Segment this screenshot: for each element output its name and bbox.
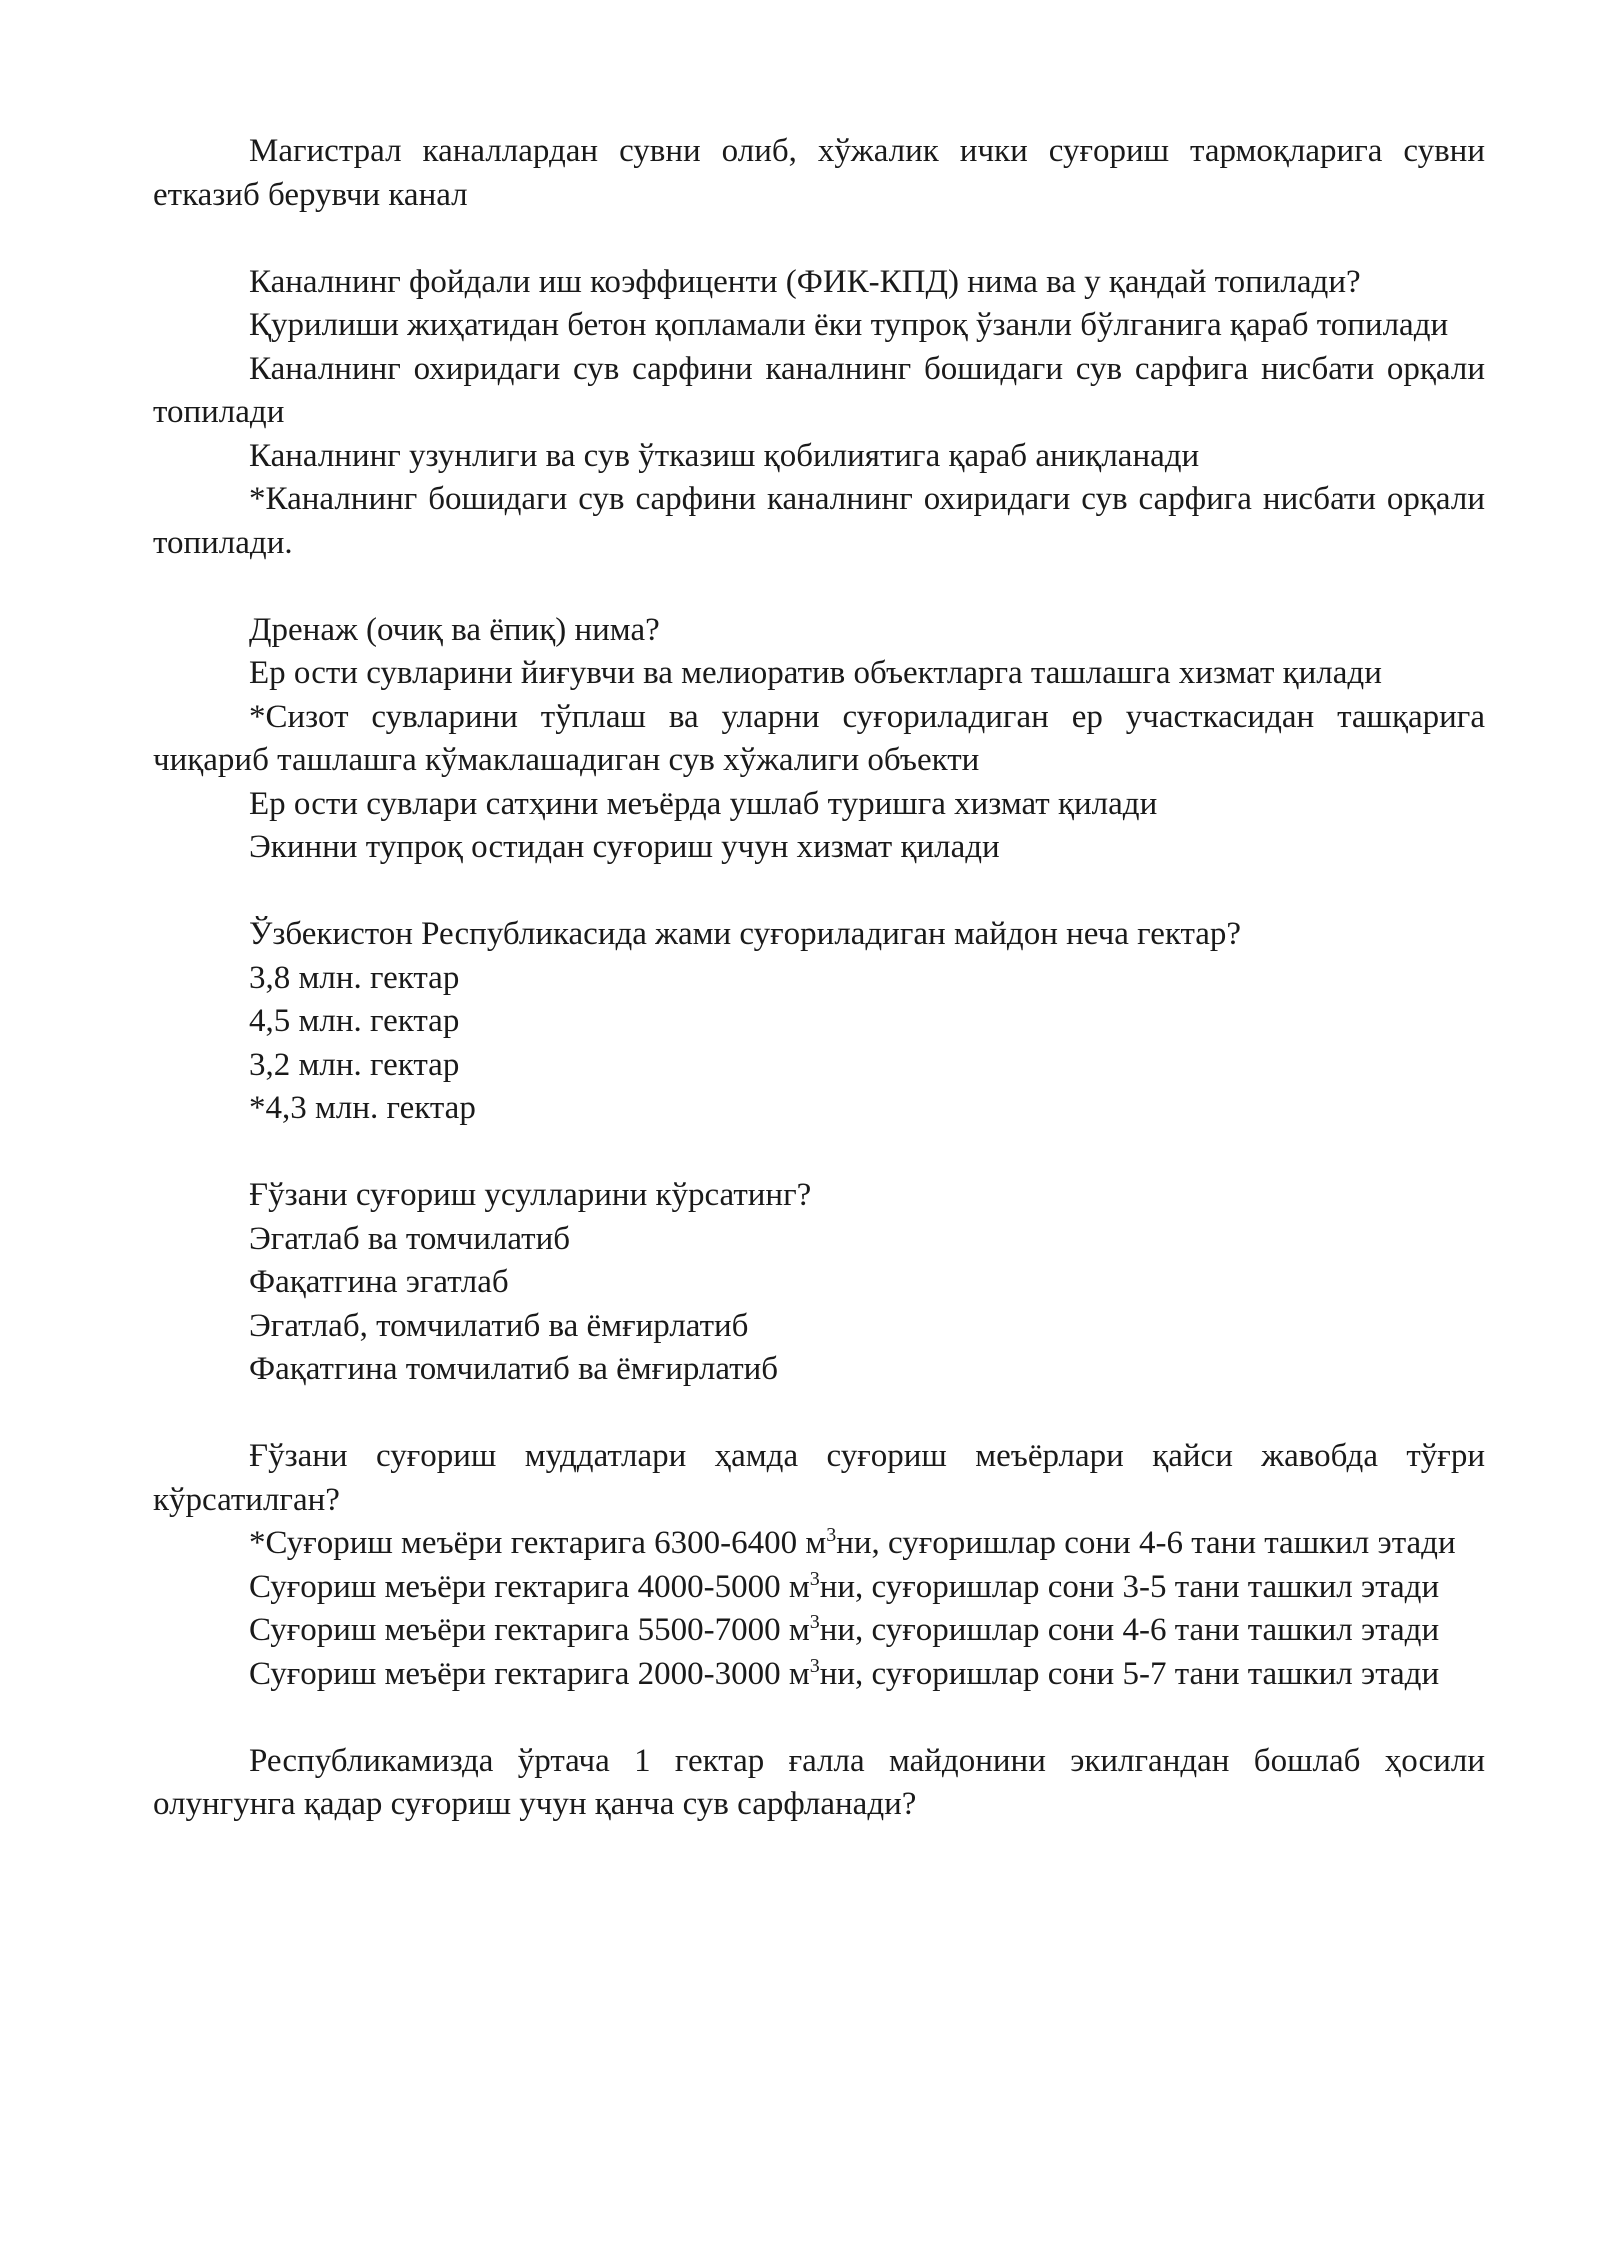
option-text-start: *Суғориш меъёри гектарига 6300-6400 м — [249, 1525, 827, 1561]
answer-option: Фақатгина томчилатиб ва ёмғирлатиб — [249, 1351, 779, 1387]
option-text-start: Суғориш меъёри гектарига 2000-3000 м — [249, 1655, 810, 1692]
question-text: Ғўзани суғориш муддатлари ҳамда суғориш меъёрлари қайси жавобда тўғри кўрсатилган? — [153, 1438, 1485, 1518]
question-text: Ғўзани суғориш усулларини кўрсатинг? — [249, 1177, 812, 1213]
blank-line — [153, 1392, 1485, 1436]
question-text: Республикамизда ўртача 1 гектар ғалла майдонини экилгандан бошлаб ҳосили олунгунга қадар суғориш учун қанча сув сарфланади? — [153, 1742, 1485, 1822]
unit-superscript: 3 — [809, 1611, 820, 1633]
answer-option: Фақатгина эгатлаб — [249, 1264, 509, 1300]
question-text: Магистрал каналлардан сувни олиб, хўжалик ички суғориш тармоқларига сувни етказиб берувчи канал — [153, 133, 1485, 213]
answer-option: Эгатлаб ва томчилатиб — [249, 1220, 571, 1257]
answer-option — [153, 1522, 1485, 1566]
question-text: Ўзбекистон Республикасида жами суғориладиган майдон неча гектар? — [249, 916, 1242, 952]
unit-superscript: 3 — [809, 1654, 820, 1677]
unit-superscript: 3 — [826, 1524, 837, 1546]
blank-line — [153, 870, 1485, 914]
answer-option: *Каналнинг бошидаги сув сарфини каналнинг охиридаги сув сарфига нисбати орқали топилади. — [153, 481, 1485, 561]
blank-line — [153, 217, 1485, 261]
option-text-start: Суғориш меъёри гектарига 5500-7000 м — [249, 1612, 810, 1648]
answer-option — [153, 1566, 1485, 1610]
answer-option: 3,8 млн. гектар — [249, 959, 460, 996]
question-text: Каналнинг фойдали иш коэффиценти (ФИК-КПД) нима ва у қандай топилади? — [249, 263, 1361, 300]
option-text-end: ни, суғоришлар сони 3-5 тани ташкил этади — [819, 1568, 1440, 1605]
answer-option — [153, 1653, 1485, 1697]
blank-line — [153, 1131, 1485, 1175]
option-text-start: Суғориш меъёри гектарига 4000-5000 м — [249, 1568, 810, 1605]
answer-option: Қурилиши жиҳатидан бетон қопламали ёки тупроқ ўзанли бўлганига қараб топилади — [249, 307, 1449, 343]
answer-option: Каналнинг узунлиги ва сув ўтказиш қобилиятига қараб аниқланади — [249, 437, 1200, 474]
answer-option: 3,2 млн. гектар — [249, 1046, 460, 1083]
answer-option: Каналнинг охиридаги сув сарфини каналнинг бошидаги сув сарфига нисбати орқали топилади — [153, 350, 1485, 430]
blank-line — [153, 1696, 1485, 1740]
answer-option: *4,3 млн. гектар — [249, 1090, 476, 1126]
answer-option: Эгатлаб, томчилатиб ва ёмғирлатиб — [249, 1307, 749, 1344]
blank-line — [153, 565, 1485, 609]
option-text-end: ни, суғоришлар сони 4-6 тани ташкил этади — [819, 1612, 1440, 1648]
option-text-end: ни, суғоришлар сони 5-7 тани ташкил этади — [819, 1655, 1440, 1692]
question-text: Дренаж (очиқ ва ёпиқ) нима? — [249, 611, 660, 648]
answer-option: Экинни тупроқ остидан суғориш учун хизмат қилади — [249, 829, 1000, 865]
answer-option: Ер ости сувларини йиғувчи ва мелиоратив объектларга ташлашга хизмат қилади — [249, 655, 1382, 691]
answer-option — [153, 1609, 1485, 1653]
answer-option: Ер ости сувлари сатҳини меъёрда ушлаб туришга хизмат қилади — [249, 785, 1158, 822]
option-text-end: ни, суғоришлар сони 4-6 тани ташкил этади — [836, 1525, 1456, 1561]
answer-option: *Сизот сувларини тўплаш ва уларни суғориладиган ер участкасидан ташқарига чиқариб ташлашга кўмаклашадиган сув хўжалиги объекти — [153, 698, 1485, 778]
answer-option: 4,5 млн. гектар — [249, 1003, 460, 1039]
unit-superscript: 3 — [809, 1567, 820, 1590]
